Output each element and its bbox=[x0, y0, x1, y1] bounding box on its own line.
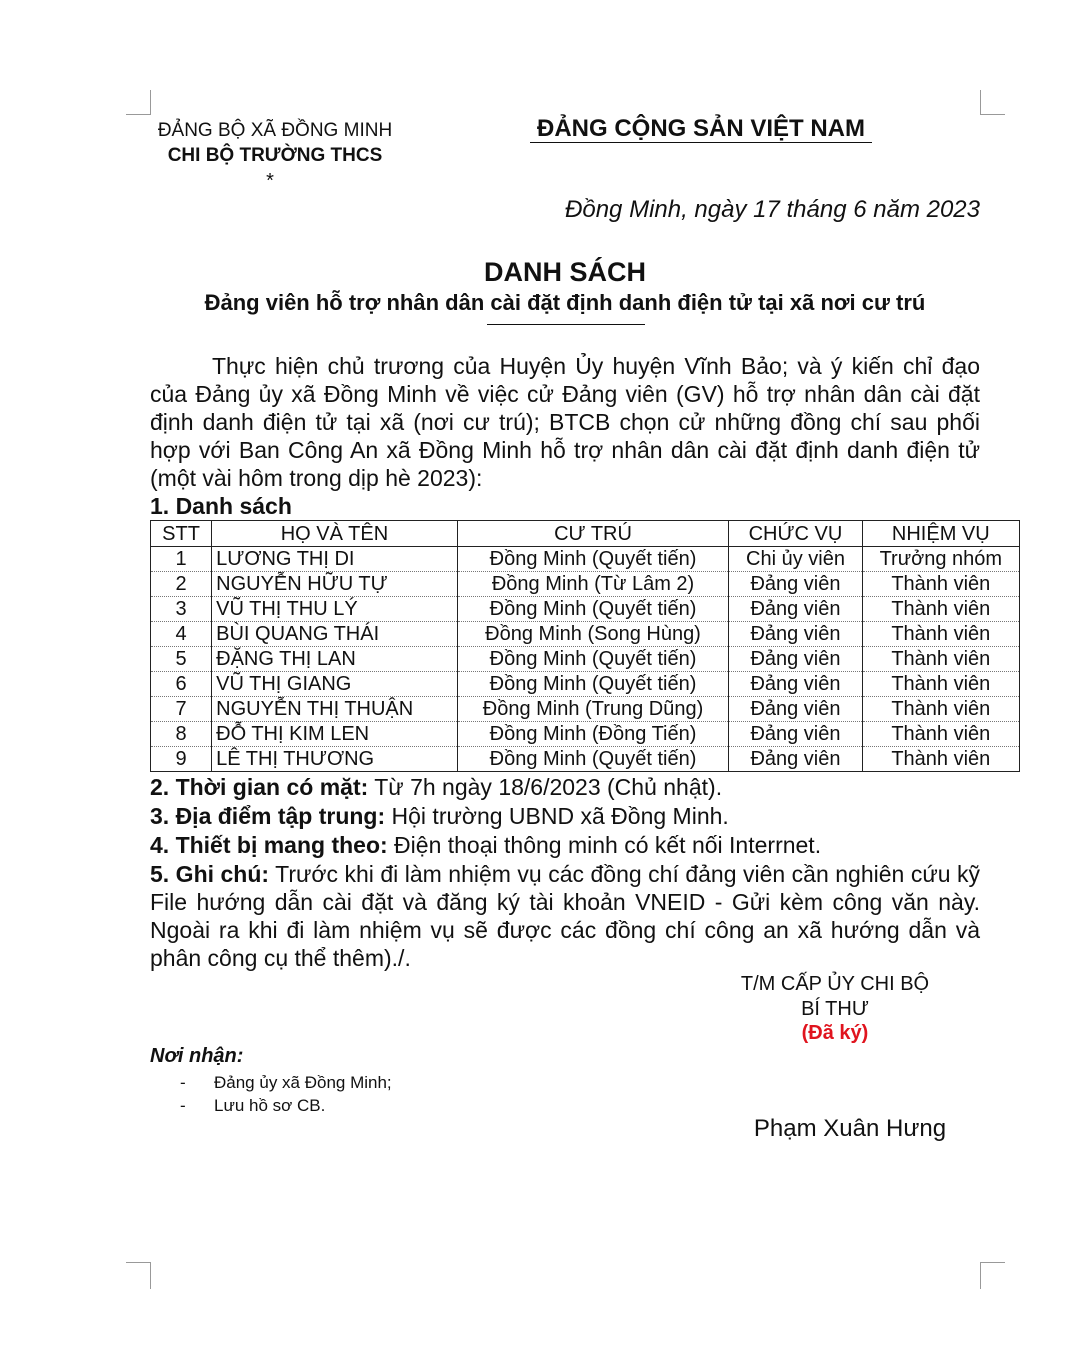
corner-mark-top-right bbox=[980, 90, 1005, 115]
cell-task: Thành viên bbox=[862, 747, 1019, 772]
cell-name: ĐỖ THỊ KIM LEN bbox=[212, 722, 458, 747]
place-label: 3. Địa điểm tập trung: bbox=[150, 803, 386, 829]
cell-stt: 1 bbox=[151, 547, 212, 572]
cell-task: Trưởng nhóm bbox=[862, 547, 1019, 572]
place-value: Hội trường UBND xã Đồng Minh. bbox=[385, 803, 729, 829]
cell-stt: 4 bbox=[151, 622, 212, 647]
cell-residence: Đồng Minh (Song Hùng) bbox=[457, 622, 729, 647]
time-label: 2. Thời gian có mặt: bbox=[150, 774, 369, 800]
cell-position: Đảng viên bbox=[729, 747, 862, 772]
col-header-name: HỌ VÀ TÊN bbox=[212, 521, 458, 547]
device-label: 4. Thiết bị mang theo: bbox=[150, 832, 388, 858]
signer-name: Phạm Xuân Hưng bbox=[753, 1115, 947, 1142]
table-row bbox=[151, 572, 1020, 597]
recipient-label: Đảng ủy xã Đồng Minh; bbox=[214, 1073, 392, 1092]
cell-residence: Đồng Minh (Quyết tiến) bbox=[457, 547, 729, 572]
cell-name: LƯƠNG THỊ DI bbox=[212, 547, 458, 572]
member-table bbox=[150, 520, 1020, 772]
time-value: Từ 7h ngày 18/6/2023 (Chủ nhật). bbox=[368, 774, 723, 800]
table-row bbox=[151, 747, 1020, 772]
cell-position: Đảng viên bbox=[729, 697, 862, 722]
signature-status: (Đã ký) bbox=[801, 1022, 869, 1044]
cell-name: VŨ THỊ THU LÝ bbox=[212, 597, 458, 622]
cell-stt: 8 bbox=[151, 722, 212, 747]
note-label: 5. Ghi chú: bbox=[150, 861, 270, 887]
col-header-stt: STT bbox=[151, 521, 212, 547]
cell-stt: 5 bbox=[151, 647, 212, 672]
cell-stt: 3 bbox=[151, 597, 212, 622]
cell-task: Thành viên bbox=[862, 572, 1019, 597]
cell-position: Đảng viên bbox=[729, 622, 862, 647]
table-row bbox=[151, 722, 1020, 747]
table-row bbox=[151, 597, 1020, 622]
cell-task: Thành viên bbox=[862, 722, 1019, 747]
org-star: * bbox=[266, 170, 274, 192]
cell-stt: 7 bbox=[151, 697, 212, 722]
col-header-residence: CƯ TRÚ bbox=[457, 521, 729, 547]
party-name: ĐẢNG CỘNG SẢN VIỆT NAM bbox=[536, 115, 865, 142]
cell-residence: Đồng Minh (Quyết tiến) bbox=[457, 597, 729, 622]
cell-task: Thành viên bbox=[862, 697, 1019, 722]
section-1-heading: 1. Danh sách bbox=[150, 493, 292, 519]
document-subtitle: Đảng viên hỗ trợ nhân dân cài đặt định danh điện tử tại xã nơi cư trú bbox=[204, 290, 926, 315]
org-name-line2: CHI BỘ TRƯỜNG THCS bbox=[167, 145, 383, 166]
list-dash: - bbox=[180, 1096, 186, 1115]
cell-name: VŨ THỊ GIANG bbox=[212, 672, 458, 697]
table-row bbox=[151, 647, 1020, 672]
cell-task: Thành viên bbox=[862, 622, 1019, 647]
cell-residence: Đồng Minh (Quyết tiến) bbox=[457, 672, 729, 697]
cell-stt: 9 bbox=[151, 747, 212, 772]
device-item bbox=[150, 831, 980, 860]
cell-name: LÊ THỊ THƯƠNG bbox=[212, 747, 458, 772]
cell-stt: 2 bbox=[151, 572, 212, 597]
recipient-item bbox=[180, 1096, 325, 1116]
cell-name: NGUYỄN HỮU TỰ bbox=[212, 572, 458, 597]
col-header-task: NHIỆM VỤ bbox=[862, 521, 1019, 547]
date-line: Đồng Minh, ngày 17 tháng 6 năm 2023 bbox=[565, 196, 980, 223]
signature-title: BÍ THƯ bbox=[801, 998, 869, 1020]
org-name-line1: ĐẢNG BỘ XÃ ĐỒNG MINH bbox=[157, 120, 393, 141]
table-row bbox=[151, 697, 1020, 722]
table-row bbox=[151, 672, 1020, 697]
col-header-position: CHỨC VỤ bbox=[729, 521, 862, 547]
time-item bbox=[150, 773, 980, 802]
corner-mark-bottom-left bbox=[126, 1262, 151, 1289]
party-name-underline bbox=[530, 142, 872, 143]
cell-position: Đảng viên bbox=[729, 722, 862, 747]
cell-position: Chi ủy viên bbox=[729, 547, 862, 572]
cell-task: Thành viên bbox=[862, 647, 1019, 672]
cell-residence: Đồng Minh (Đồng Tiến) bbox=[457, 722, 729, 747]
intro-paragraph: Thực hiện chủ trương của Huyện Ủy huyện Vĩnh Bảo; và ý kiến chỉ đạo của Đảng ủy xã Đồng Minh về việc cử Đảng viên (GV) hỗ trợ nhân dân cài đặt định danh điện tử tại xã (nơi cư trú); BTCB chọn cử những đồng chí sau phối hợp với Ban Công An xã Đồng Minh hỗ trợ nhân dân cài đặt định danh điện tử (một vài hôm trong dịp hè 2023): bbox=[150, 353, 980, 491]
cell-task: Thành viên bbox=[862, 597, 1019, 622]
note-value: Trước khi đi làm nhiệm vụ các đồng chí đảng viên cần nghiên cứu kỹ File hướng dẫn cài đặt và đăng ký tài khoản VNEID - Gửi kèm công văn này. Ngoài ra khi đi làm nhiệm vụ sẽ được các đồng chí công an xã hướng dẫn và phân công cụ thể thêm)./. bbox=[150, 861, 980, 971]
cell-task: Thành viên bbox=[862, 672, 1019, 697]
corner-mark-bottom-right bbox=[980, 1262, 1005, 1289]
recipient-label: Lưu hồ sơ CB. bbox=[214, 1096, 326, 1115]
cell-name: BÙI QUANG THÁI bbox=[212, 622, 458, 647]
table-row bbox=[151, 622, 1020, 647]
table-header-row bbox=[151, 521, 1020, 547]
list-dash: - bbox=[180, 1073, 186, 1092]
recipient-item bbox=[180, 1073, 392, 1093]
cell-name: NGUYỄN THỊ THUẬN bbox=[212, 697, 458, 722]
place-item bbox=[150, 802, 980, 831]
recipients-title: Nơi nhận: bbox=[150, 1045, 244, 1067]
corner-mark-top-left bbox=[126, 90, 151, 115]
document-title: DANH SÁCH bbox=[484, 257, 646, 287]
cell-stt: 6 bbox=[151, 672, 212, 697]
cell-position: Đảng viên bbox=[729, 597, 862, 622]
cell-position: Đảng viên bbox=[729, 647, 862, 672]
note-item bbox=[150, 860, 980, 972]
cell-position: Đảng viên bbox=[729, 572, 862, 597]
cell-residence: Đồng Minh (Quyết tiến) bbox=[457, 747, 729, 772]
cell-residence: Đồng Minh (Quyết tiến) bbox=[457, 647, 729, 672]
device-value: Điện thoại thông minh có kết nối Interrnet. bbox=[387, 832, 822, 858]
table-row bbox=[151, 547, 1020, 572]
cell-position: Đảng viên bbox=[729, 672, 862, 697]
cell-residence: Đồng Minh (Từ Lâm 2) bbox=[457, 572, 729, 597]
cell-residence: Đồng Minh (Trung Dũng) bbox=[457, 697, 729, 722]
cell-name: ĐẶNG THỊ LAN bbox=[212, 647, 458, 672]
signature-committee: T/M CẤP ỦY CHI BỘ bbox=[740, 973, 930, 995]
subtitle-divider bbox=[487, 324, 645, 325]
